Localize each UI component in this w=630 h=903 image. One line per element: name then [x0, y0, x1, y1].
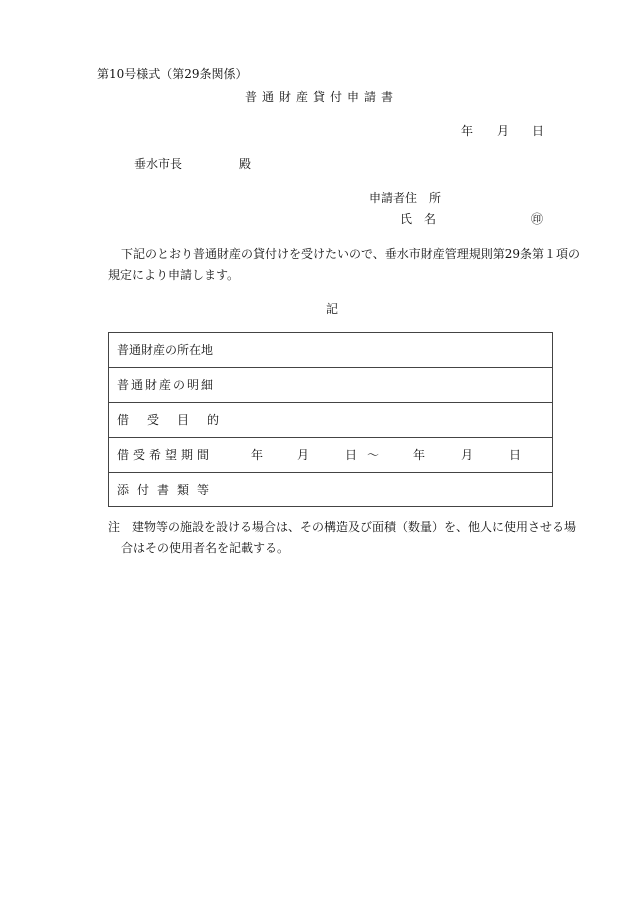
period-year-1: 年: [251, 448, 264, 462]
seal-mark-icon: ㊞: [531, 212, 544, 226]
row-label-location: 普通財産の所在地: [117, 343, 214, 357]
date-month-label: 月: [497, 124, 510, 138]
period-month-1: 月: [297, 448, 310, 462]
table-row-attachments: [109, 473, 552, 508]
row-label-purpose: 借受目的: [117, 413, 238, 427]
date-day-label: 日: [532, 124, 545, 138]
period-day-2: 日: [509, 448, 522, 462]
form-number: 第10号様式（第29条関係）: [97, 67, 248, 81]
table-row-location: [109, 333, 552, 368]
note-line-1: 注 建物等の施設を設ける場合は、その構造及び面積（数量）を、他人に使用させる場: [108, 520, 577, 534]
date-year-label: 年: [461, 124, 474, 138]
table-row-details: [109, 368, 552, 403]
addressee-honorific: 殿: [239, 157, 252, 171]
row-label-attachments: 添付書類等: [117, 483, 218, 497]
row-label-period: 借受希望期間: [117, 448, 214, 462]
applicant-address-label: 申請者住 所: [369, 191, 442, 205]
ki-heading: 記: [326, 302, 339, 316]
period-year-2: 年: [413, 448, 426, 462]
period-month-2: 月: [461, 448, 474, 462]
application-table: [108, 332, 553, 507]
table-row-period: [109, 438, 552, 473]
table-row-purpose: [109, 403, 552, 438]
applicant-name-label: 氏 名: [400, 212, 437, 226]
row-label-details: 普通財産の明細: [117, 378, 216, 392]
page-title: 普通財産貸付申請書: [245, 90, 399, 104]
body-line-1: 下記のとおり普通財産の貸付けを受けたいので、垂水市財産管理規則第29条第１項の: [121, 247, 581, 261]
body-line-2: 規定により申請します。: [108, 268, 240, 282]
addressee-name: 垂水市長: [134, 157, 183, 171]
period-day-1: 日: [345, 448, 358, 462]
period-tilde: ～: [367, 448, 380, 462]
note-line-2: 合はその使用者名を記載する。: [121, 541, 290, 555]
